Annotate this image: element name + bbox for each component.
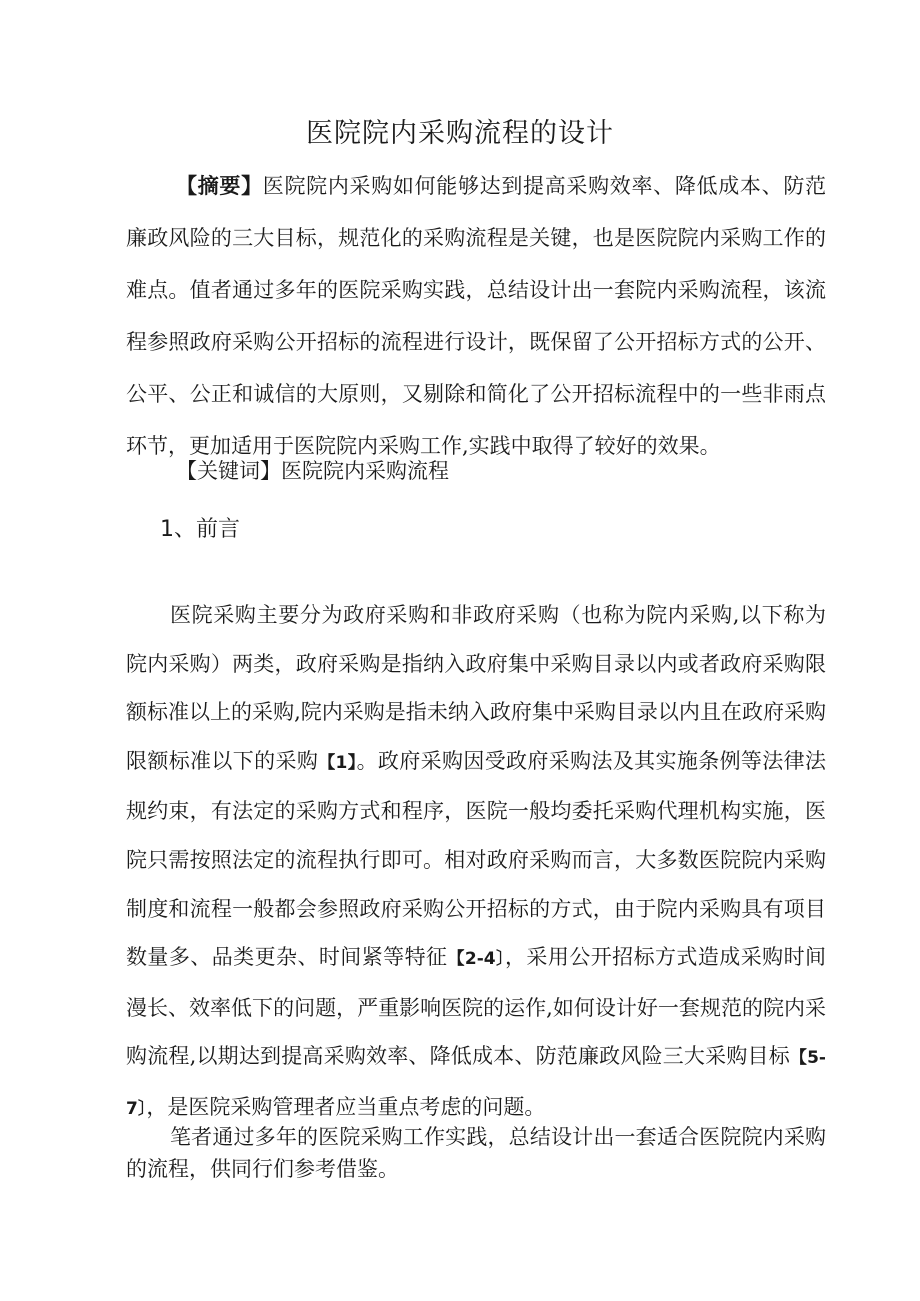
keywords-line <box>176 451 826 491</box>
body-text-part-2: 。政府采购因受政府采购法及其实施条例等法律法规约束，有法定的采购方式和程序，医院一般均委托采购代理机构实施，医院只需按照法定的流程执行即可。相对政府采购而言，大多数医院院内采购制度和流程一般都会参照政府采购公开招标的方式，由于院内采购具有项目数量多、品类更杂、时间紧等特征 <box>126 748 826 970</box>
keywords-label: 【关键词】 <box>176 459 281 483</box>
citation-3: 【5-7〕 <box>126 1048 826 1119</box>
citation-1: 【1】 <box>318 752 357 773</box>
abstract-paragraph <box>126 160 826 472</box>
body-paragraph <box>126 591 826 1134</box>
abstract-label: 【摘要】 <box>176 174 263 198</box>
abstract-text: 医院院内采购如何能够达到提高采购效率、降低成本、防范廉政风险的三大目标，规范化的采购流程是关键，也是医院院内采购工作的难点。值者通过多年的医院采购实践，总结设计出一套院内采购流程，该流程参照政府采购公开招标的流程进行设计，既保留了公开招标方式的公开、公平、公正和诚信的大原则，又剔除和简化了公开招标流程中的一些非雨点环节，更加适用于医院院内采购工作,实践中取得了较好的效果。 <box>126 174 827 458</box>
document-title: 医院院内采购流程的设计 <box>306 118 614 149</box>
closing-paragraph: 笔者通过多年的医院采购工作实践，总结设计出一套适合医院院内采购的流程，供同行们参考借鉴。 <box>126 1125 826 1181</box>
body-text-part-4: ，是医院采购管理者应当重点考虑的问题。 <box>146 1094 546 1119</box>
keywords-text: 医院院内采购流程 <box>281 459 449 483</box>
body-text-part-1: 医院采购主要分为政府采购和非政府采购（也称为院内采购,以下称为院内采购）两类，政府采购是指纳入政府集中采购目录以内或者政府采购限额标准以上的采购,院内采购是指未纳入政府集中采购目录以内且在政府采购限额标准以下的采购 <box>126 603 826 773</box>
section-heading: 1、前言 <box>160 517 240 542</box>
citation-2: 【2-4〕 <box>447 949 505 970</box>
body-text-part-3: ，采用公开招标方式造成采购时间漫长、效率低下的问题，严重影响医院的运作,如何设计好一套规范的院内采购流程,以期达到提高采购效率、降低成本、防范廉政风险三大采购目标 <box>126 945 827 1069</box>
